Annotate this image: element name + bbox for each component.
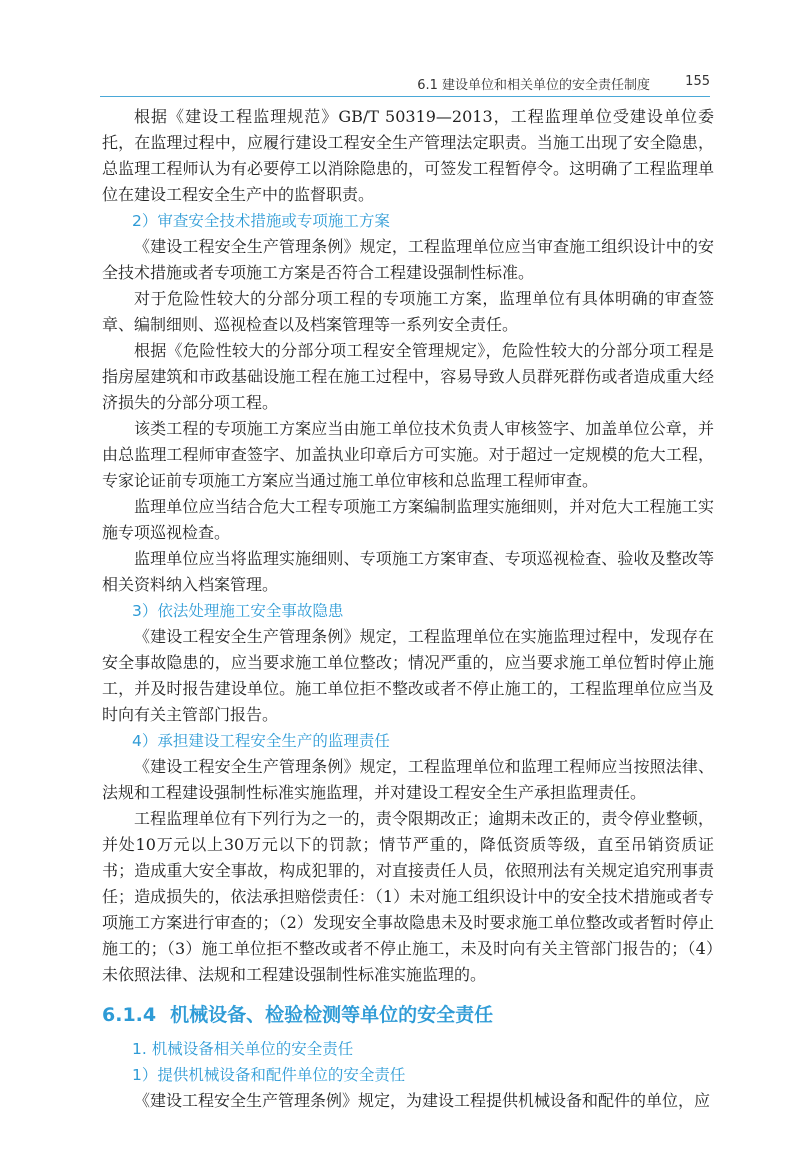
paragraph: 根据《建设工程监理规范》GB/T 50319—2013，工程监理单位受建设单位委托，在监理过程中，应履行建设工程安全生产管理法定职责。当施工出现了安全隐患，总监理工程师认为有必要停工以消除隐患的，可签发工程暂停令。这明确了工程监理单位在建设工程安全生产中的监督职责。 bbox=[102, 107, 714, 204]
section-heading bbox=[102, 1002, 714, 1028]
subsection-heading: 1. 机械设备相关单位的安全责任 bbox=[132, 1040, 354, 1058]
paragraph: 对于危险性较大的分部分项工程的专项施工方案，监理单位有具体明确的审查签章、编制细则、巡视检查以及档案管理等一系列安全责任。 bbox=[102, 289, 714, 334]
paragraph: 工程监理单位有下列行为之一的，责令限期改正；逾期未改正的，责令停业整顿，并处10万元以上30万元以下的罚款；情节严重的，降低资质等级，直至吊销资质证书；造成重大安全事故，构成犯罪的，对直接责任人员，依照刑法有关规定追究刑事责任；造成损失的，依法承担赔偿责任：（1）未对施工组织设计中的安全技术措施或者专项施工方案进行审查的；（2）发现安全事故隐患未及时要求施工单位整改或者暂时停止施工的；（3）施工单位拒不整改或者不停止施工，未及时向有关主管部门报告的；（4）未依照法律、法规和工程建设强制性标准实施监理的。 bbox=[102, 809, 714, 984]
page-body bbox=[102, 104, 714, 1114]
paragraph: 根据《危险性较大的分部分项工程安全管理规定》，危险性较大的分部分项工程是指房屋建筑和市政基础设施工程在施工过程中，容易导致人员群死群伤或者造成重大经济损失的分部分项工程。 bbox=[102, 341, 714, 412]
paragraph: 监理单位应当将监理实施细则、专项施工方案审查、专项巡视检查、验收及整改等相关资料纳入档案管理。 bbox=[102, 549, 714, 594]
paragraph: 《建设工程安全生产管理条例》规定，为建设工程提供机械设备和配件的单位，应 bbox=[134, 1091, 711, 1110]
paragraph: 《建设工程安全生产管理条例》规定，工程监理单位和监理工程师应当按照法律、法规和工程建设强制性标准实施监理，并对建设工程安全生产承担监理责任。 bbox=[102, 757, 714, 802]
paragraph: 该类工程的专项施工方案应当由施工单位技术负责人审核签字、加盖单位公章，并由总监理工程师审查签字、加盖执业印章后方可实施。对于超过一定规模的危大工程，专家论证前专项施工方案应当通过施工单位审核和总监理工程师审查。 bbox=[102, 419, 714, 490]
running-header bbox=[100, 68, 710, 97]
subsection-heading: 1）提供机械设备和配件单位的安全责任 bbox=[132, 1066, 406, 1084]
subsection-heading: 3）依法处理施工安全事故隐患 bbox=[132, 602, 344, 620]
subsection-heading: 2）审查安全技术措施或专项施工方案 bbox=[132, 212, 390, 230]
paragraph: 《建设工程安全生产管理条例》规定，工程监理单位在实施监理过程中，发现存在安全事故隐患的，应当要求施工单位整改；情况严重的，应当要求施工单位暂时停止施工，并及时报告建设单位。施工单位拒不整改或者不停止施工的，工程监理单位应当及时向有关主管部门报告。 bbox=[102, 627, 714, 724]
header-section-title: 6.1 建设单位和相关单位的安全责任制度 bbox=[417, 78, 650, 93]
subsection-heading: 4）承担建设工程安全生产的监理责任 bbox=[132, 732, 390, 750]
paragraph: 《建设工程安全生产管理条例》规定，工程监理单位应当审查施工组织设计中的安全技术措施或者专项施工方案是否符合工程建设强制性标准。 bbox=[102, 237, 714, 282]
section-title: 机械设备、检验检测等单位的安全责任 bbox=[170, 1004, 494, 1026]
section-number: 6.1.4 bbox=[102, 1004, 157, 1026]
paragraph: 监理单位应当结合危大工程专项施工方案编制监理实施细则，并对危大工程施工实施专项巡视检查。 bbox=[102, 497, 714, 542]
page-number: 155 bbox=[685, 74, 710, 89]
